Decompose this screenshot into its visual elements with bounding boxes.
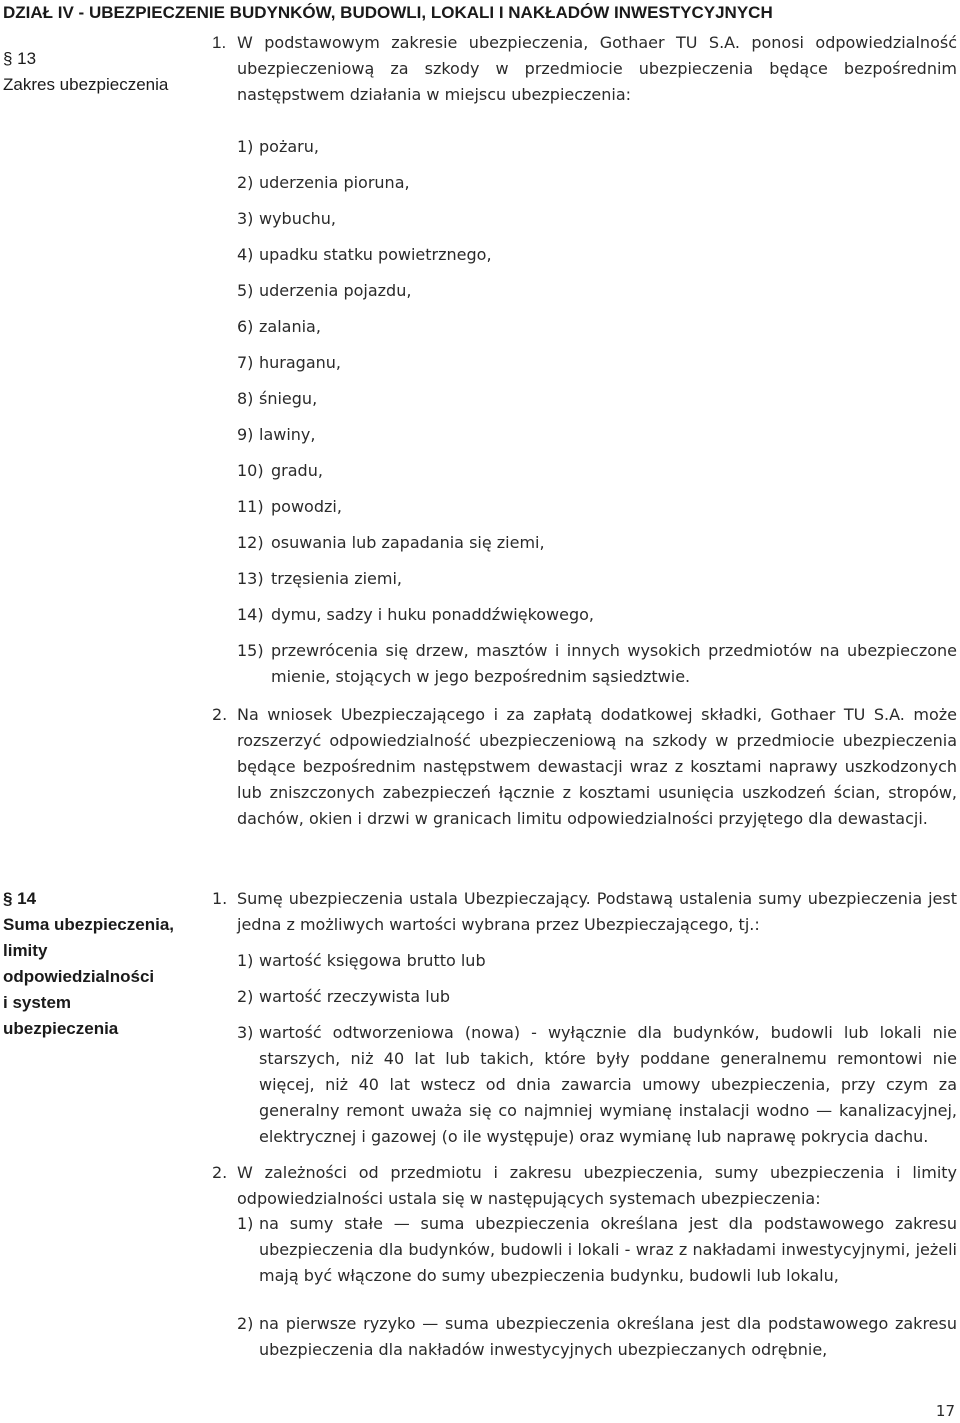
list-item-text: śniegu, [259,389,318,408]
list-item-number: 12) [237,533,264,552]
list-item-text: zalania, [259,317,321,336]
list-item-number: 3) [237,209,254,228]
paragraph-number: 1. [212,889,228,908]
list-item [237,278,957,304]
list-item-number: 5) [237,281,254,300]
section-14-title-2: limity [3,941,48,960]
list-item [237,530,957,556]
list-item [237,948,957,974]
section-13-title: Zakres ubezpieczenia [3,75,169,94]
list-item-number: 6) [237,317,254,336]
list-item-number: 11) [237,497,264,516]
list-item [237,1211,957,1289]
list-item [237,984,957,1010]
paragraph-text: Sumę ubezpieczenia ustala Ubezpieczający. Podstawą ustalenia sumy ubezpieczenia jest jedna z możliwych wartości wybrana przez Ubezpieczającego, tj.: [237,889,957,934]
list-item [237,134,957,160]
list-item [237,386,957,412]
paragraph-number: 1. [212,33,227,52]
list-item-text: przewrócenia się drzew, masztów i innych wysokich przedmiotów na ubezpieczone mienie, stojących w jego bezpośrednim sąsiedztwie. [271,641,957,686]
list-item-text: gradu, [271,461,323,480]
list-item [237,458,957,484]
list-item-text: na sumy stałe — suma ubezpieczenia określana jest dla podstawowego zakresu ubezpieczenia dla budynków, budowli i lokali - wraz z nakładami inwestycyjnymi, jeżeli mają być włączone do sumy ubezpieczenia budynku, budowli lub lokalu, [259,1214,957,1285]
list-item [237,1311,957,1363]
section-13-paragraph-2 [212,702,957,832]
section-14-label [3,886,203,1042]
list-item-number: 9) [237,425,254,444]
section-13-label [3,46,203,98]
list-item [237,422,957,448]
paragraph-text: W podstawowym zakresie ubezpieczenia, Gothaer TU S.A. ponosi odpowiedzialność ubezpieczeniową za szkody w przedmiocie ubezpieczenia będące bezpośrednim następstwem działania w miejscu ubezpieczenia: [237,33,957,104]
list-item-text: lawiny, [259,425,316,444]
list-item-text: huraganu, [259,353,341,372]
list-item-number: 8) [237,389,254,408]
section-14-title-1: Suma ubezpieczenia, [3,915,174,934]
page-number: 17 [935,1402,955,1420]
list-item-text: wybuchu, [259,209,337,228]
list-item-text: wartość rzeczywista lub [259,987,451,1006]
section-14-paragraph-2 [212,1160,957,1212]
list-item-number: 2) [237,987,254,1006]
list-item-text: uderzenia pojazdu, [259,281,412,300]
section-13-number: § 13 [3,49,37,68]
section-13-paragraph-1 [212,30,957,108]
list-item-text: dymu, sadzy i huku ponaddźwiękowego, [271,605,595,624]
paragraph-text: Na wniosek Ubezpieczającego i za zapłatą dodatkowej składki, Gothaer TU S.A. może rozszerzyć odpowiedzialność ubezpieczeniową na szkody w przedmiocie ubezpieczenia będące bezpośrednim następstwem dewastacji wraz z kosztami naprawy uszkodzonych lub zniszczonych zabezpieczeń łącznie z kosztami usunięcia uszkodzeń ścian, stropów, dachów, okien i drzwi w granicach limitu odpowiedzialności przyjętego dla dewastacji. [237,705,957,828]
list-item [237,170,957,196]
list-item-text: wartość księgowa brutto lub [259,951,486,970]
list-item-number: 10) [237,461,264,480]
paragraph-text: W zależności od przedmiotu i zakresu ubezpieczenia, sumy ubezpieczenia i limity odpowiedzialności ustala się w następujących systemach ubezpieczenia: [237,1163,957,1208]
list-item-text: na pierwsze ryzyko — suma ubezpieczenia określana jest dla podstawowego zakresu ubezpieczenia dla nakładów inwestycyjnych ubezpieczanych odrębnie, [259,1314,957,1359]
list-item-number: 3) [237,1023,254,1042]
list-item [237,242,957,268]
list-item-number: 13) [237,569,264,588]
list-item-number: 14) [237,605,264,624]
list-item-number: 7) [237,353,254,372]
paragraph-number: 2. [212,1163,228,1182]
list-item-text: osuwania lub zapadania się ziemi, [271,533,545,552]
section-14-title-4: i system [3,993,72,1012]
list-item [237,638,957,690]
list-item-number: 4) [237,245,254,264]
list-item-number: 2) [237,1314,254,1333]
list-item-number: 1) [237,137,254,156]
list-item-text: uderzenia pioruna, [259,173,410,192]
list-item [237,494,957,520]
list-item [237,566,957,592]
section-14-number: § 14 [3,889,37,908]
list-item [237,1020,957,1150]
list-item-text: trzęsienia ziemi, [271,569,402,588]
section-14-paragraph-1 [212,886,957,938]
section-14-title-3: odpowiedzialności [3,967,155,986]
list-item-text: upadku statku powietrznego, [259,245,492,264]
list-item [237,350,957,376]
list-item-number: 15) [237,641,264,660]
list-item-number: 1) [237,951,254,970]
list-item [237,314,957,340]
list-item [237,602,957,628]
list-item-text: pożaru, [259,137,319,156]
page-header: DZIAŁ IV - UBEZPIECZENIE BUDYNKÓW, BUDOWLI, LOKALI I NAKŁADÓW INWESTYCYJNYCH [3,3,773,22]
list-item [237,206,957,232]
paragraph-number: 2. [212,705,228,724]
section-14-title-5: ubezpieczenia [3,1019,119,1038]
list-item-number: 1) [237,1214,254,1233]
list-item-text: wartość odtworzeniowa (nowa) - wyłącznie dla budynków, budowli lub lokali nie starszych, niż 40 lat lub takich, które były poddane generalnemu remontowi nie więcej, niż 40 lat wstecz od dnia zawarcia umowy ubezpieczenia, przy czym za generalny remont uważa się co najmniej wymianę instalacji wodno — kanalizacyjnej, elektrycznej i gazowej (o ile występuje) oraz wymianę lub naprawę pokrycia dachu. [259,1023,957,1146]
list-item-number: 2) [237,173,254,192]
list-item-text: powodzi, [271,497,342,516]
